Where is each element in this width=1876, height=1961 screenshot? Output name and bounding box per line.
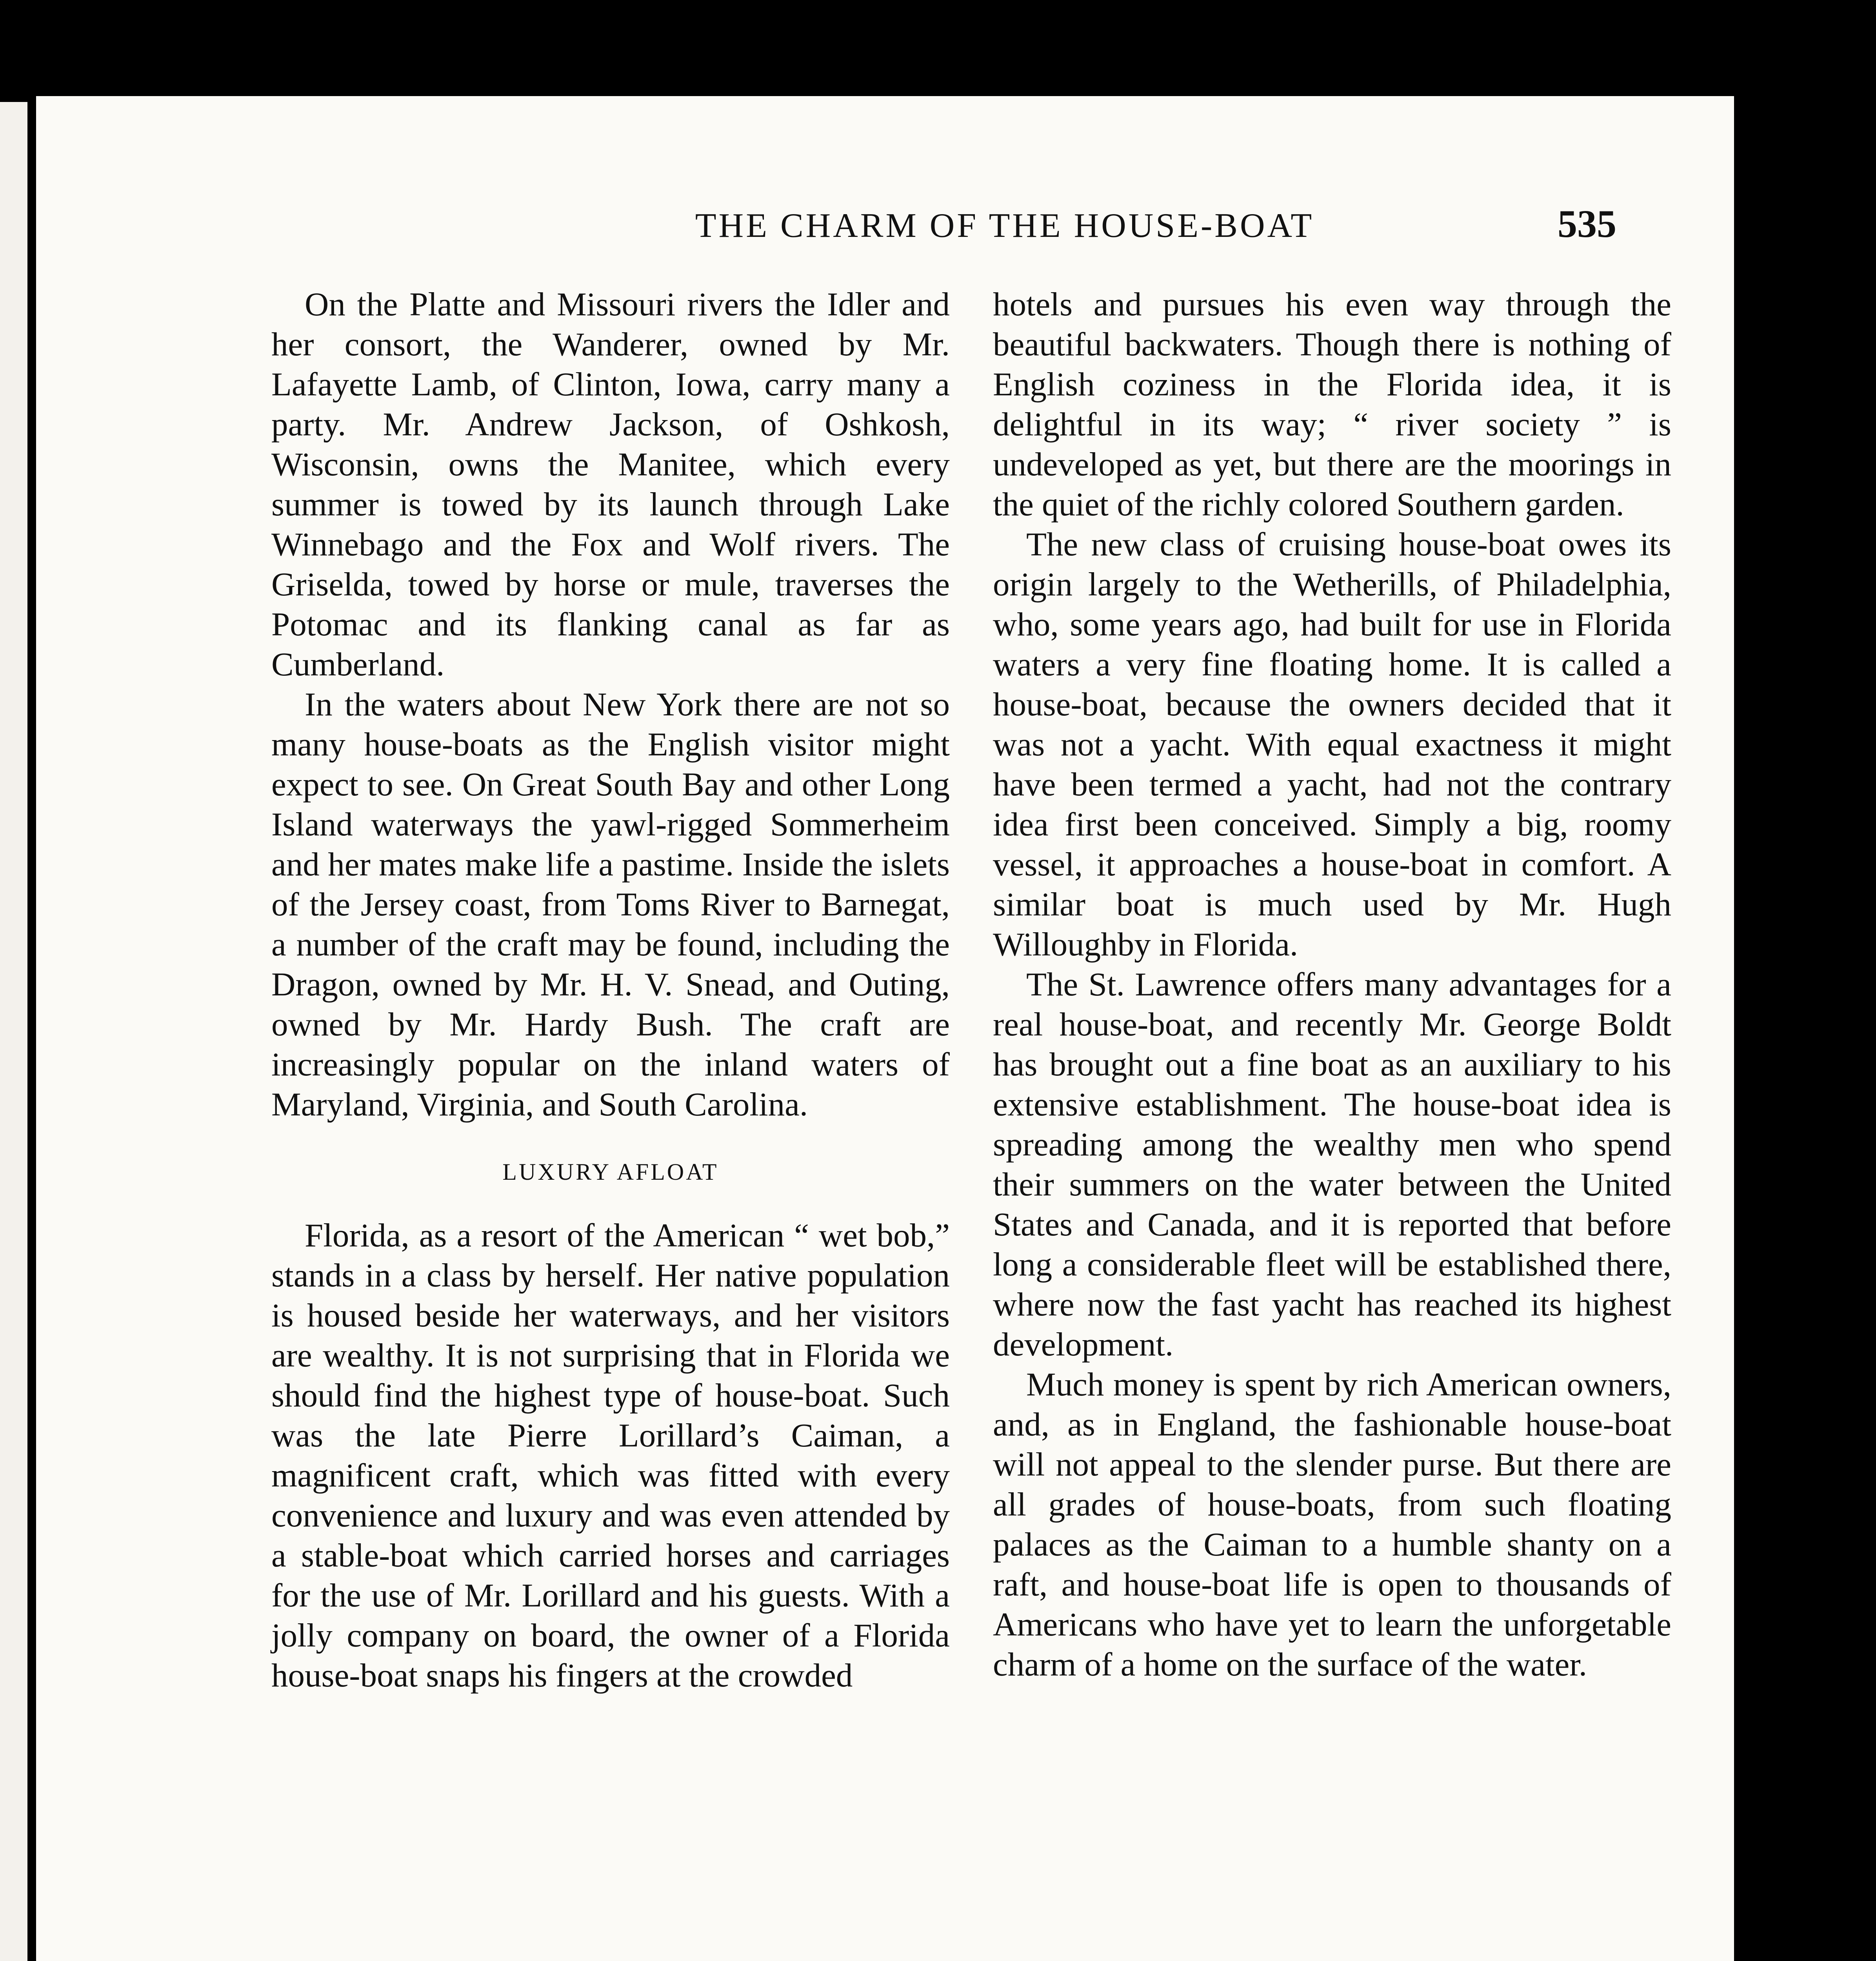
paragraph: Much money is spent by rich American owners, and, as in England, the fashionable house-boat will not appeal to the slender purse. But there are all grades of house-boats, from such floating palaces as the Caiman to a humble shanty on a raft, and house-boat life is open to thousands of Americans who have yet to learn the unforgetable charm of a home on the surface of the water. bbox=[993, 1366, 1671, 1683]
running-head: THE CHARM OF THE HOUSE-BOAT bbox=[695, 207, 1314, 245]
paragraph: Florida, as a resort of the American “ wet bob,” stands in a class by herself. Her native population is housed beside her waterways, and her visitors are wealthy. It is not surprising that in Florida we should find the highest type of house-boat. Such was the late Pierre Lorillard’s Caiman, a magnificent craft, which was fitted with every convenience and luxury and was even attended by a stable-boat which carried horses and carriages for the use of Mr. Lorillard and his guests. With a jolly company on board, the owner of a Florida house-boat snaps his fingers at the crowded bbox=[271, 1217, 950, 1694]
page-number: 535 bbox=[1558, 202, 1616, 246]
paragraph: The St. Lawrence offers many advantages for a real house-boat, and recently Mr. George Boldt has brought out a fine boat as an auxiliary to his extensive establishment. The house-boat idea is spreading among the wealthy men who spend their summers on the water between the United States and Canada, and it is reported that before long a considerable fleet will be established there, where now the fast yacht has reached its highest development. bbox=[993, 966, 1671, 1363]
section-heading: LUXURY AFLOAT bbox=[502, 1159, 719, 1185]
paragraph: The new class of cruising house-boat owes its origin largely to the Wetherills, of Philadelphia, who, some years ago, had built for use in Florida waters a very fine floating home. It is called a house-boat, because the owners decided that it was not a yacht. With equal exactness it might have been termed a yacht, had not the contrary idea first been conceived. Simply a big, roomy vessel, it approaches a house-boat in comfort. A similar boat is much used by Mr. Hugh Willoughby in Florida. bbox=[993, 526, 1671, 963]
left-column bbox=[271, 284, 950, 1695]
paragraph: In the waters about New York there are not so many house-boats as the English visitor might expect to see. On Great South Bay and other Long Island waterways the yawl-rigged Sommerheim and her mates make life a pastime. Inside the islets of the Jersey coast, from Toms River to Barnegat, a number of the craft may be found, including the Dragon, owned by Mr. H. V. Snead, and Outing, owned by Mr. Hardy Bush. The craft are increasingly popular on the inland waters of Maryland, Virginia, and South Carolina. bbox=[271, 686, 950, 1123]
right-column bbox=[993, 284, 1671, 1684]
paragraph: On the Platte and Missouri rivers the Idler and her consort, the Wanderer, owned by Mr. Lafayette Lamb, of Clinton, Iowa, carry many a party. Mr. Andrew Jackson, of Oshkosh, Wisconsin, owns the Manitee, which every summer is towed by its launch through Lake Winnebago and the Fox and Wolf rivers. The Griselda, towed by horse or mule, traverses the Potomac and its flanking canal as far as Cumberland. bbox=[271, 286, 950, 683]
facing-page-edge bbox=[0, 102, 27, 1961]
document-page bbox=[36, 96, 1734, 1961]
paragraph-continuation: hotels and pursues his even way through the beautiful backwaters. Though there is nothing of English coziness in the Florida idea, it is delightful in its way; “ river society ” is undeveloped as yet, but there are the moorings in the quiet of the richly colored Southern garden. bbox=[993, 286, 1671, 523]
